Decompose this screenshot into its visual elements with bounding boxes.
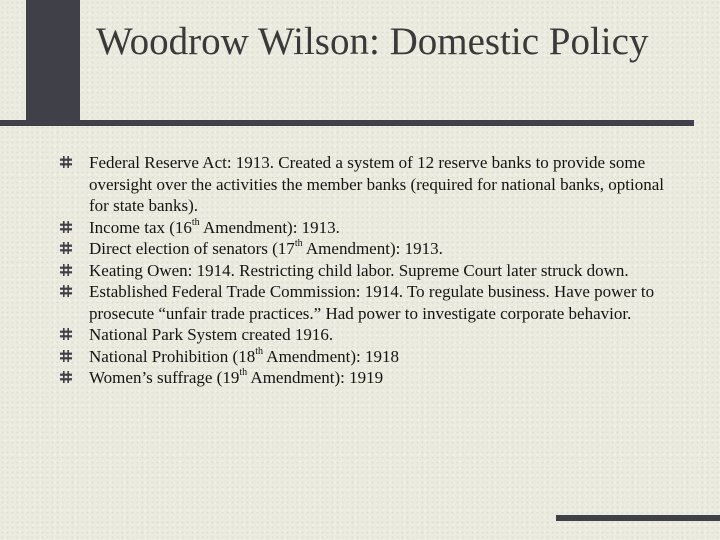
bullet-item-8 (56, 367, 676, 389)
bullet-item-4 (56, 260, 676, 282)
hash-bullet-icon (60, 285, 72, 297)
bullet-text (89, 261, 629, 280)
bullet-text (89, 282, 654, 323)
hash-bullet-icon (60, 350, 72, 362)
bottom-corner-rule (556, 515, 720, 521)
bullet-text (89, 325, 333, 344)
bullet-text-segment: National Prohibition (18 (89, 346, 256, 366)
bullet-text-segment: Direct election of senators (17 (89, 239, 295, 258)
hash-bullet-icon (60, 371, 72, 383)
bullet-item-1 (56, 152, 676, 217)
hash-bullet-icon (60, 156, 72, 168)
bullet-item-2 (56, 217, 676, 239)
ordinal-superscript: th (239, 367, 248, 379)
hash-bullet-icon (60, 328, 72, 340)
bullet-item-7 (56, 346, 676, 368)
bullet-text (89, 153, 664, 215)
bullet-item-3 (56, 238, 676, 260)
bullet-text (89, 218, 340, 237)
bullet-list (56, 152, 676, 389)
hash-bullet-icon (60, 221, 72, 233)
title-side-bar (26, 0, 80, 126)
bullet-text (89, 239, 443, 258)
bullet-text (89, 368, 383, 387)
ordinal-superscript: th (191, 216, 200, 228)
bullet-text-segment: Women’s suffrage (19 (89, 368, 240, 387)
bullet-text-segment: Keating Owen: 1914. Restricting child labor. Supreme Court later struck down. (89, 260, 629, 280)
bullet-text-segment: Established Federal Trade Commission: 1914. To regulate business. Have power to prosecute “unfair trade practices.” Had power to investigate corporate behavior. (89, 282, 655, 323)
bullet-text (89, 347, 399, 366)
bullet-text-segment: Amendment): 1918 (263, 346, 399, 366)
bullet-text-segment: Amendment): 1913. (302, 239, 443, 258)
bullet-text-segment: National Park System created 1916. (89, 325, 334, 344)
bullet-item-6 (56, 324, 676, 346)
hash-bullet-icon (60, 264, 72, 276)
ordinal-superscript: th (255, 345, 263, 357)
slide-title: Woodrow Wilson: Domestic Policy (96, 20, 649, 63)
hash-bullet-icon (60, 242, 72, 254)
bullet-text-segment: Amendment): 1919 (247, 368, 384, 387)
bullet-text-segment: Income tax (16 (89, 217, 192, 237)
bullet-text-segment: Amendment): 1913. (199, 217, 340, 237)
ordinal-superscript: th (294, 238, 303, 250)
bullet-text-segment: Federal Reserve Act: 1913. Created a system of 12 reserve banks to provide some oversight over the activities the member banks (required for national banks, optional for state banks). (89, 153, 664, 215)
bullet-item-5 (56, 281, 676, 324)
title-underline-rule (0, 120, 694, 126)
